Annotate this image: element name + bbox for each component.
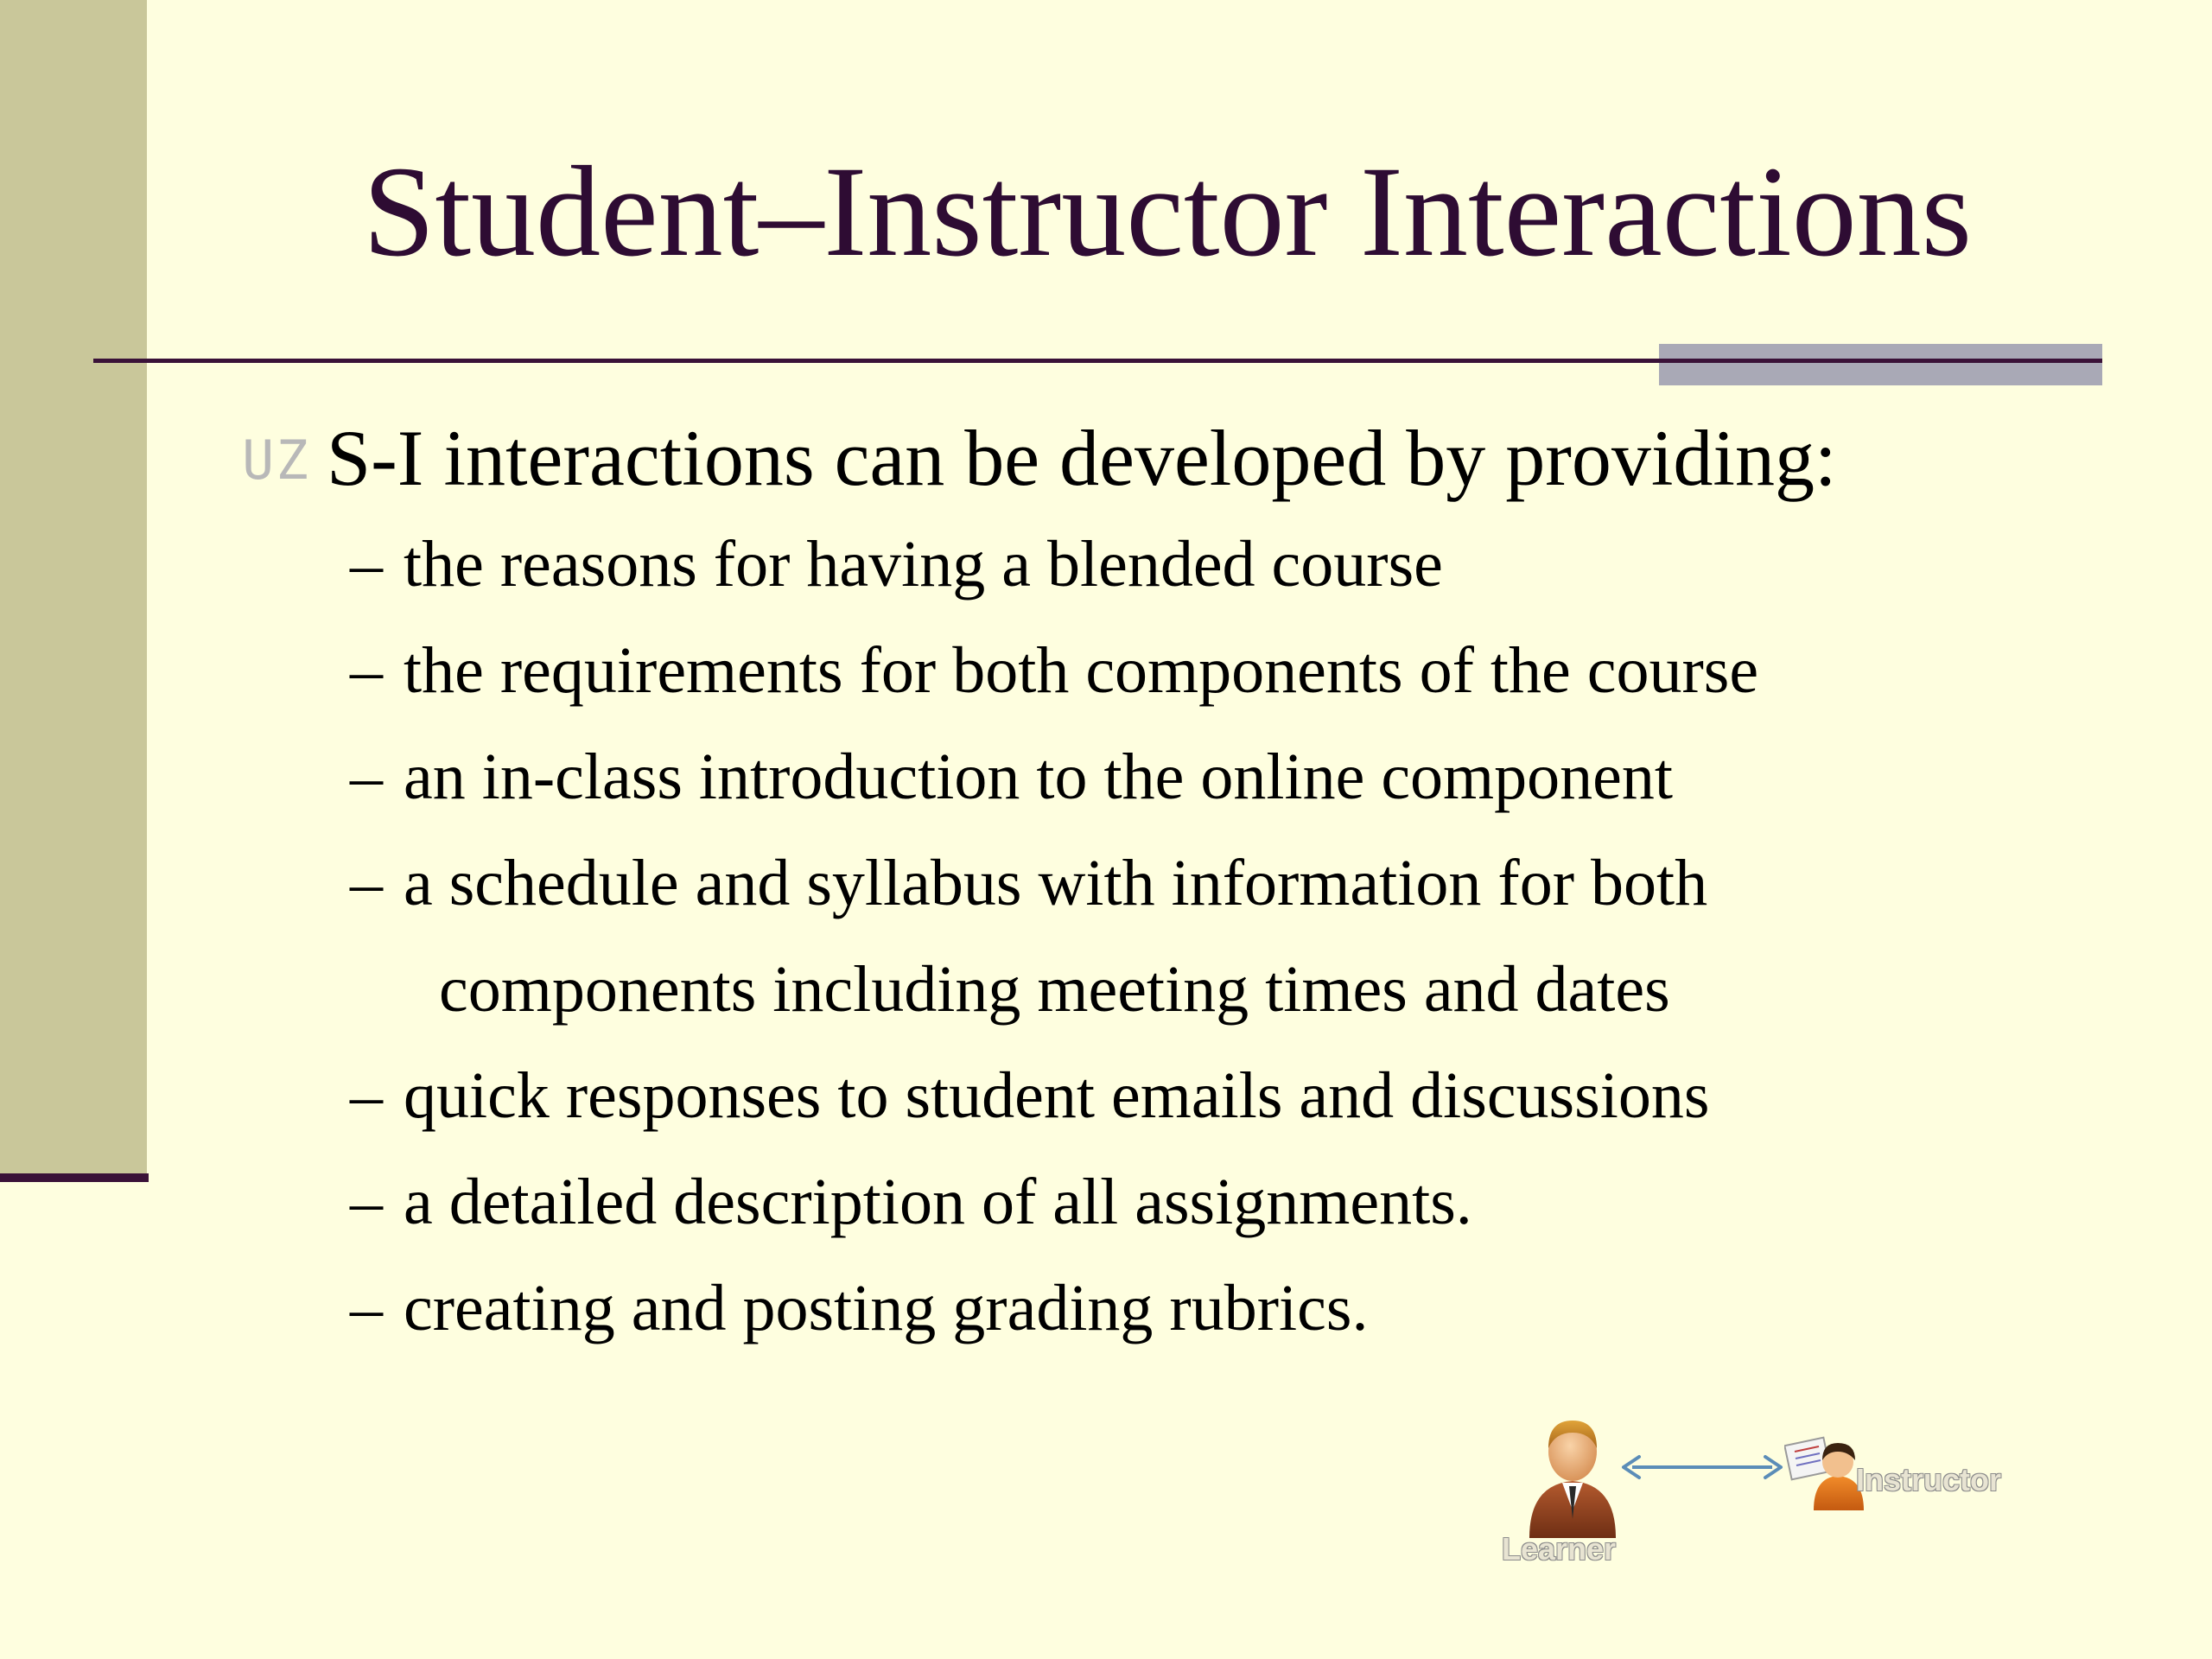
learner-label: Learner xyxy=(1502,1531,1617,1567)
title-rule-block xyxy=(1659,344,2102,385)
learner-instructor-graphic xyxy=(1478,1382,2031,1590)
dash-marker: – xyxy=(350,528,383,601)
sub-bullet-text: a detailed description of all assignments. xyxy=(404,1166,1472,1238)
learner-person-icon xyxy=(1521,1408,1624,1538)
slide-title: Student–Instructor Interactions xyxy=(363,140,1973,283)
slide-content xyxy=(242,406,2143,1362)
double-arrow-icon xyxy=(1620,1452,1784,1483)
sub-bullet-text: creating and posting grading rubrics. xyxy=(404,1272,1369,1344)
sub-bullet-item xyxy=(350,724,2143,830)
dash-marker: – xyxy=(350,1272,383,1344)
dash-marker: – xyxy=(350,1166,383,1238)
sub-bullet-item xyxy=(350,512,2143,618)
side-bar-decoration xyxy=(0,0,147,1175)
side-bar-accent-line xyxy=(0,1173,149,1182)
instructor-label: Instructor xyxy=(1856,1462,2002,1497)
sub-bullet-item xyxy=(350,1149,2143,1255)
sub-bullet-list xyxy=(350,512,2143,1362)
sub-bullet-text: quick responses to student emails and discussions xyxy=(404,1059,1710,1132)
title-rule-block-line xyxy=(1659,359,2102,363)
sub-bullet-text: an in-class introduction to the online component xyxy=(404,741,1674,813)
sub-bullet-item xyxy=(350,1255,2143,1362)
sub-bullet-item xyxy=(350,830,2143,1043)
sub-bullet-item xyxy=(350,618,2143,724)
dash-marker: – xyxy=(350,741,383,813)
dash-marker: – xyxy=(350,847,383,919)
sub-bullet-text: the requirements for both components of the course xyxy=(404,634,1759,707)
main-bullet-text: S-I interactions can be developed by providing: xyxy=(327,414,1837,502)
bullet-glyph-icon: UZ xyxy=(242,429,310,492)
sub-bullet-item xyxy=(350,1043,2143,1149)
main-bullet xyxy=(242,406,2143,510)
sub-bullet-text: a schedule and syllabus with information for both xyxy=(404,847,1708,919)
dash-marker: – xyxy=(350,1059,383,1132)
sub-bullet-text: the reasons for having a blended course xyxy=(404,528,1443,601)
dash-marker: – xyxy=(350,634,383,707)
sub-bullet-continuation: components including meeting times and dates xyxy=(439,953,1670,1026)
